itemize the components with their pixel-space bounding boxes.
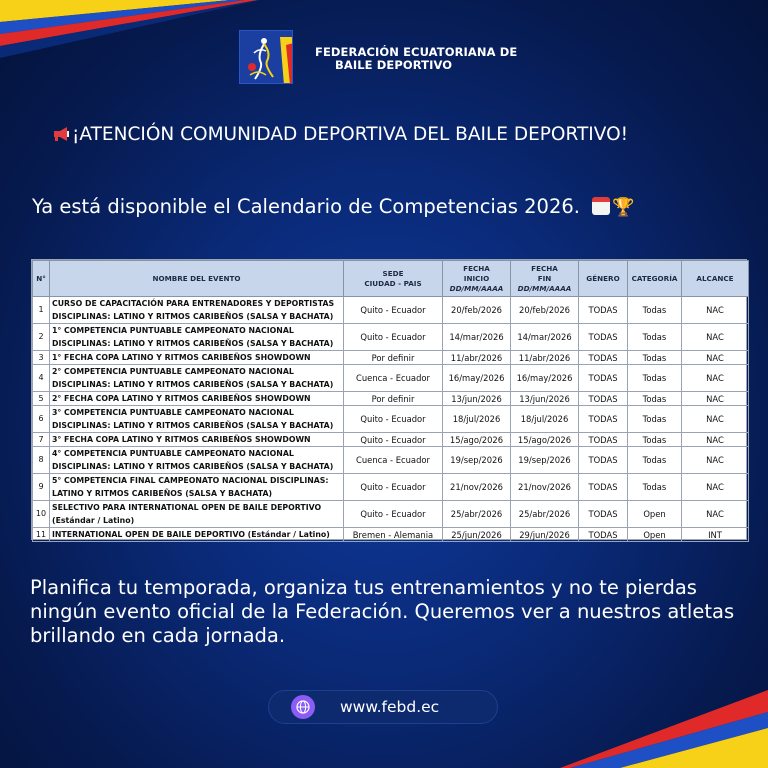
cell-start-date: 20/feb/2026: [443, 297, 511, 324]
col-header-num: N°: [33, 261, 50, 297]
table-row: [33, 406, 749, 433]
cell-end-date: 13/jun/2026: [511, 392, 579, 406]
cell-num: 3: [33, 351, 50, 365]
cell-start-date: 19/sep/2026: [443, 447, 511, 474]
cell-num: 2: [33, 324, 50, 351]
col-header-start: FECHA INICIO DD/MM/AAAA: [443, 261, 511, 297]
cell-scope: NAC: [682, 447, 749, 474]
cell-num: 6: [33, 406, 50, 433]
announcement-headline: [52, 124, 732, 147]
cell-category: Todas: [628, 392, 682, 406]
cell-scope: NAC: [682, 406, 749, 433]
cell-gender: TODAS: [579, 324, 628, 351]
cell-venue: Por definir: [344, 392, 443, 406]
globe-icon: [291, 695, 315, 719]
cell-scope: NAC: [682, 324, 749, 351]
cell-scope: NAC: [682, 365, 749, 392]
col-header-gender: GÉNERO: [579, 261, 628, 297]
cell-event: 2° COMPETENCIA PUNTUABLE CAMPEONATO NACIONAL DISCIPLINAS: LATINO Y RITMOS CARIBEÑOS (SALSA Y BACHATA): [50, 365, 344, 392]
cell-event: 3° FECHA COPA LATINO Y RITMOS CARIBEÑOS SHOWDOWN: [50, 433, 344, 447]
cell-venue: Quito - Ecuador: [344, 324, 443, 351]
cell-num: 4: [33, 365, 50, 392]
cell-scope: INT: [682, 528, 749, 542]
cell-start-date: 21/nov/2026: [443, 474, 511, 501]
cell-num: 8: [33, 447, 50, 474]
cell-start-date: 15/ago/2026: [443, 433, 511, 447]
cell-end-date: 18/jul/2026: [511, 406, 579, 433]
cell-venue: Cuenca - Ecuador: [344, 365, 443, 392]
cell-category: Todas: [628, 324, 682, 351]
cell-start-date: 14/mar/2026: [443, 324, 511, 351]
cell-category: Todas: [628, 365, 682, 392]
cell-event: 1° FECHA COPA LATINO Y RITMOS CARIBEÑOS SHOWDOWN: [50, 351, 344, 365]
cell-venue: Bremen - Alemania: [344, 528, 443, 542]
table-row: [33, 474, 749, 501]
cell-start-date: 25/abr/2026: [443, 501, 511, 528]
federation-logo: [239, 30, 293, 84]
cell-end-date: 11/abr/2026: [511, 351, 579, 365]
cell-start-date: 25/jun/2026: [443, 528, 511, 542]
table-row: [33, 501, 749, 528]
table-row: [33, 433, 749, 447]
table-row: [33, 447, 749, 474]
cell-category: Todas: [628, 474, 682, 501]
cell-end-date: 15/ago/2026: [511, 433, 579, 447]
col-header-category: CATEGORÍA: [628, 261, 682, 297]
cell-gender: TODAS: [579, 447, 628, 474]
cell-num: 5: [33, 392, 50, 406]
cell-category: Open: [628, 528, 682, 542]
cell-venue: Quito - Ecuador: [344, 433, 443, 447]
cell-gender: TODAS: [579, 433, 628, 447]
cell-category: Todas: [628, 351, 682, 365]
cell-num: 10: [33, 501, 50, 528]
table-row: [33, 351, 749, 365]
cell-gender: TODAS: [579, 406, 628, 433]
cell-gender: TODAS: [579, 365, 628, 392]
headline-text: ¡ATENCIÓN COMUNIDAD DEPORTIVA DEL BAILE DEPORTIVO!: [72, 124, 629, 145]
cell-event: CURSO DE CAPACITACIÓN PARA ENTRENADORES Y DEPORTISTAS DISCIPLINAS: LATINO Y RITMOS CARIBEÑOS (SALSA Y BACHATA): [50, 297, 344, 324]
cell-gender: TODAS: [579, 351, 628, 365]
cell-gender: TODAS: [579, 474, 628, 501]
table-row: [33, 297, 749, 324]
cell-venue: Quito - Ecuador: [344, 297, 443, 324]
cell-end-date: 21/nov/2026: [511, 474, 579, 501]
cell-end-date: 19/sep/2026: [511, 447, 579, 474]
federation-name: [315, 46, 555, 72]
cell-event: 2° FECHA COPA LATINO Y RITMOS CARIBEÑOS SHOWDOWN: [50, 392, 344, 406]
cell-event: 1° COMPETENCIA PUNTUABLE CAMPEONATO NACIONAL DISCIPLINAS: LATINO Y RITMOS CARIBEÑOS (SALSA Y BACHATA): [50, 324, 344, 351]
cell-end-date: 14/mar/2026: [511, 324, 579, 351]
cell-event: INTERNATIONAL OPEN DE BAILE DEPORTIVO (Estándar / Latino): [50, 528, 344, 542]
cell-gender: TODAS: [579, 392, 628, 406]
calendar-icon: [592, 197, 610, 215]
website-url[interactable]: www.febd.ec: [340, 698, 440, 716]
cell-num: 11: [33, 528, 50, 542]
cell-end-date: 16/may/2026: [511, 365, 579, 392]
col-header-venue: SEDE CIUDAD - PAIS: [344, 261, 443, 297]
cell-end-date: 25/abr/2026: [511, 501, 579, 528]
calendar-announcement: [32, 195, 752, 218]
cell-start-date: 16/may/2026: [443, 365, 511, 392]
cell-scope: NAC: [682, 392, 749, 406]
federation-name-line2: BAILE DEPORTIVO: [335, 58, 453, 72]
cell-venue: Cuenca - Ecuador: [344, 447, 443, 474]
flag-stripes-bottom-right: [560, 690, 768, 768]
cell-scope: NAC: [682, 474, 749, 501]
flag-stripes-top-left: [0, 0, 260, 90]
cell-scope: NAC: [682, 501, 749, 528]
cell-event: 3° COMPETENCIA PUNTUABLE CAMPEONATO NACIONAL DISCIPLINAS: LATINO Y RITMOS CARIBEÑOS (SALSA Y BACHATA): [50, 406, 344, 433]
cell-num: 1: [33, 297, 50, 324]
federation-name-line1: FEDERACIÓN ECUATORIANA DE: [315, 45, 518, 59]
cell-start-date: 11/abr/2026: [443, 351, 511, 365]
cell-venue: Quito - Ecuador: [344, 474, 443, 501]
table-row: [33, 365, 749, 392]
table-row: [33, 392, 749, 406]
cell-scope: NAC: [682, 351, 749, 365]
cell-scope: NAC: [682, 433, 749, 447]
trophy-icon: 🏆: [612, 197, 635, 218]
subhead-text: Ya está disponible el Calendario de Competencias 2026.: [32, 195, 580, 218]
cell-category: Todas: [628, 297, 682, 324]
cell-gender: TODAS: [579, 528, 628, 542]
planning-paragraph: Planifica tu temporada, organiza tus entrenamientos y no te pierdas ningún evento oficial de la Federación. Queremos ver a nuestros atletas brillando en cada jornada.: [30, 576, 735, 647]
cell-num: 9: [33, 474, 50, 501]
cell-venue: Quito - Ecuador: [344, 501, 443, 528]
cell-gender: TODAS: [579, 297, 628, 324]
cell-num: 7: [33, 433, 50, 447]
table-header-row: [33, 261, 749, 297]
cell-scope: NAC: [682, 297, 749, 324]
cell-gender: TODAS: [579, 501, 628, 528]
table-row: [33, 324, 749, 351]
cell-category: Open: [628, 501, 682, 528]
table-row: [33, 528, 749, 542]
cell-category: Todas: [628, 447, 682, 474]
cell-event: 4° COMPETENCIA PUNTUABLE CAMPEONATO NACIONAL DISCIPLINAS: LATINO Y RITMOS CARIBEÑOS (SALSA Y BACHATA): [50, 447, 344, 474]
col-header-end: FECHA FIN DD/MM/AAAA: [511, 261, 579, 297]
cell-end-date: 20/feb/2026: [511, 297, 579, 324]
cell-venue: Por definir: [344, 351, 443, 365]
cell-venue: Quito - Ecuador: [344, 406, 443, 433]
cell-event: 5° COMPETENCIA FINAL CAMPEONATO NACIONAL DISCIPLINAS: LATINO Y RITMOS CARIBEÑOS (SALSA Y BACHATA): [50, 474, 344, 501]
competition-calendar-table: [31, 259, 747, 540]
cell-start-date: 13/jun/2026: [443, 392, 511, 406]
col-header-scope: ALCANCE: [682, 261, 749, 297]
cell-start-date: 18/jul/2026: [443, 406, 511, 433]
cell-category: Todas: [628, 433, 682, 447]
cell-category: Todas: [628, 406, 682, 433]
col-header-event: NOMBRE DEL EVENTO: [50, 261, 344, 297]
megaphone-icon: [52, 126, 72, 147]
cell-event: SELECTIVO PARA INTERNATIONAL OPEN DE BAILE DEPORTIVO (Estándar / Latino): [50, 501, 344, 528]
cell-end-date: 29/jun/2026: [511, 528, 579, 542]
